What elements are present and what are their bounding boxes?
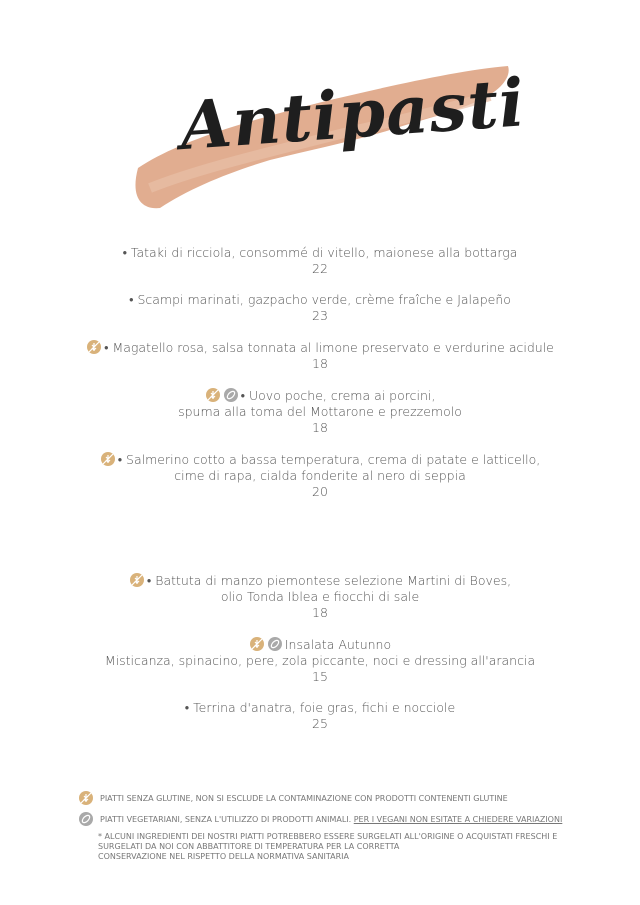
legend-gluten-free xyxy=(78,790,598,806)
gluten-free-icon xyxy=(129,572,145,588)
menu-section xyxy=(0,572,640,732)
item-title: Insalata Autunno xyxy=(0,636,640,653)
legend-gluten-free-text: PIATTI SENZA GLUTINE, NON SI ESCLUDE LA CONTAMINAZIONE CON PRODOTTI CONTENENTI GLUTINE xyxy=(100,793,508,803)
item-price: 25 xyxy=(312,716,328,731)
item-description: • Uovo poche, crema ai porcini, xyxy=(0,387,640,404)
menu-item xyxy=(0,636,640,685)
item-price: 20 xyxy=(312,484,328,499)
gluten-free-icon xyxy=(100,451,116,467)
item-description: • Scampi marinati, gazpacho verde, crème fraîche e Jalapeño xyxy=(129,292,511,307)
menu-item xyxy=(0,700,640,732)
menu-section xyxy=(0,245,640,500)
menu-item xyxy=(0,572,640,621)
item-description: Misticanza, spinacino, pere, zola piccante, noci e dressing all'arancia xyxy=(104,653,536,668)
menu-list xyxy=(0,245,640,732)
item-description: • Tataki di ricciola, consommé di vitello, maionese alla bottarga xyxy=(122,245,518,260)
vegetarian-icon xyxy=(223,387,239,403)
item-description: • Magatello rosa, salsa tonnata al limone preservato e verdurine acidule xyxy=(0,339,640,356)
legend-vegetarian xyxy=(78,811,598,827)
menu-header xyxy=(120,48,528,218)
gluten-free-icon xyxy=(249,636,265,652)
menu-item xyxy=(0,339,640,372)
legend xyxy=(78,790,598,862)
menu-item xyxy=(0,387,640,436)
gluten-free-icon xyxy=(78,790,94,806)
item-description: • Terrina d'anatra, foie gras, fichi e nocciole xyxy=(184,700,456,715)
item-price: 18 xyxy=(312,420,328,435)
item-price: 18 xyxy=(312,356,328,371)
item-description: • Salmerino cotto a bassa temperatura, crema di patate e latticello, xyxy=(0,451,640,468)
item-description: • Battuta di manzo piemontese selezione Martini di Boves, xyxy=(0,572,640,589)
item-price: 18 xyxy=(312,605,328,620)
item-description: cime di rapa, cialda fonderite al nero di seppia xyxy=(174,468,466,483)
frozen-ingredients-note: * ALCUNI INGREDIENTI DEI NOSTRI PIATTI POTREBBERO ESSERE SURGELATI ALL'ORIGINE O ACQUISTATI FRESCHI E SURGELATI DA NOI CON ABBATTITORE DI TEMPERATURA PER LA CORRETTA CONSERVAZIONE NEL RISPETTO DELLA NORMATIVA SANITARIA xyxy=(98,832,558,861)
vegetarian-icon xyxy=(267,636,283,652)
item-price: 15 xyxy=(312,669,328,684)
item-price: 23 xyxy=(312,308,328,323)
menu-item xyxy=(0,292,640,324)
item-price: 22 xyxy=(312,261,328,276)
gluten-free-icon xyxy=(86,339,102,355)
gluten-free-icon xyxy=(205,387,221,403)
menu-item xyxy=(0,451,640,500)
vegetarian-icon xyxy=(78,811,94,827)
vegan-variations-link[interactable]: PER I VEGANI NON ESITATE A CHIEDERE VARIAZIONI xyxy=(353,814,563,824)
page-title: Antipasti xyxy=(177,63,528,166)
legend-vegetarian-text: PIATTI VEGETARIANI, SENZA L'UTILIZZO DI PRODOTTI ANIMALI. PER I VEGANI NON ESITATE A CHIEDERE VARIAZIONI xyxy=(100,814,563,824)
item-description: spuma alla toma del Mottarone e prezzemolo xyxy=(178,404,462,419)
menu-item xyxy=(0,245,640,277)
item-description: olio Tonda Iblea e fiocchi di sale xyxy=(220,589,420,604)
